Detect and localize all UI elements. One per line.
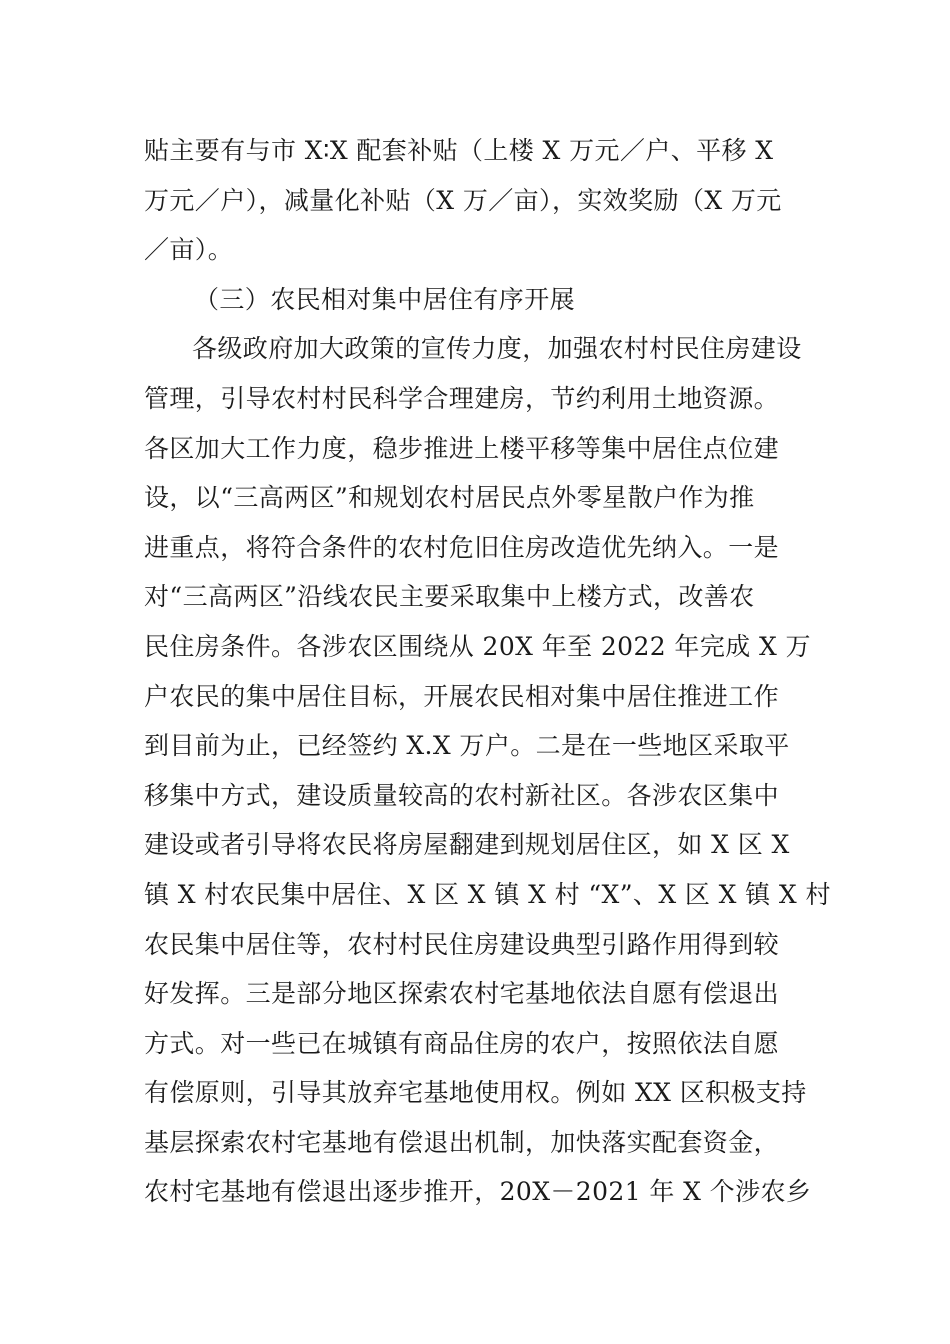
- text-line: 有偿原则，引导其放弃宅基地使用权。例如 XX 区积极支持: [144, 1078, 807, 1108]
- text-line: 进重点，将符合条件的农村危旧住房改造优先纳入。一是: [144, 532, 780, 562]
- text-line: ／亩）。: [144, 235, 234, 265]
- text-line: 农村宅基地有偿退出逐步推开，20X－2021 年 X 个涉农乡: [144, 1177, 812, 1207]
- text-line: 基层探索农村宅基地有偿退出机制，加快落实配套资金，: [144, 1127, 780, 1157]
- text-line: 对“三高两区”沿线农民主要采取集中上楼方式，改善农: [144, 582, 755, 612]
- text-line: 好发挥。三是部分地区探索农村宅基地依法自愿有偿退出: [144, 979, 780, 1009]
- text-line: 到目前为止，已经签约 X.X 万户。二是在一些地区采取平: [144, 731, 790, 761]
- text-line: 农民集中居住等，农村村民住房建设典型引路作用得到较: [144, 929, 780, 959]
- section-heading: （三）农民相对集中居住有序开展: [194, 284, 576, 314]
- text-line: 镇 X 村农民集中居住、X 区 X 镇 X 村 “X”、X 区 X 镇 X 村: [144, 879, 831, 909]
- text-line: 方式。对一些已在城镇有商品住房的农户，按照依法自愿: [144, 1028, 780, 1058]
- text-line: 贴主要有与市 X∶X 配套补贴（上楼 X 万元／户、平移 X: [144, 136, 774, 165]
- text-line: 管理，引导农村村民科学合理建房，节约利用土地资源。: [144, 383, 780, 413]
- text-line: 各区加大工作力度，稳步推进上楼平移等集中居住点位建: [144, 433, 780, 463]
- text-line: 移集中方式，建设质量较高的农村新社区。各涉农区集中: [144, 780, 780, 810]
- text-line: 设，以“三高两区”和规划农村居民点外零星散户作为推: [144, 483, 755, 513]
- document-body: [144, 126, 831, 1217]
- text-line: 各级政府加大政策的宣传力度，加强农村村民住房建设: [192, 334, 802, 364]
- text-line: 建设或者引导将农民将房屋翻建到规划居住区，如 X 区 X: [144, 830, 790, 860]
- text-line: 万元／户），减量化补贴（X 万／亩），实效奖励（X 万元: [144, 185, 782, 215]
- text-line: 户农民的集中居住目标，开展农民相对集中居住推进工作: [144, 681, 780, 711]
- text-line: 民住房条件。各涉农区围绕从 20X 年至 2022 年完成 X 万: [144, 631, 811, 661]
